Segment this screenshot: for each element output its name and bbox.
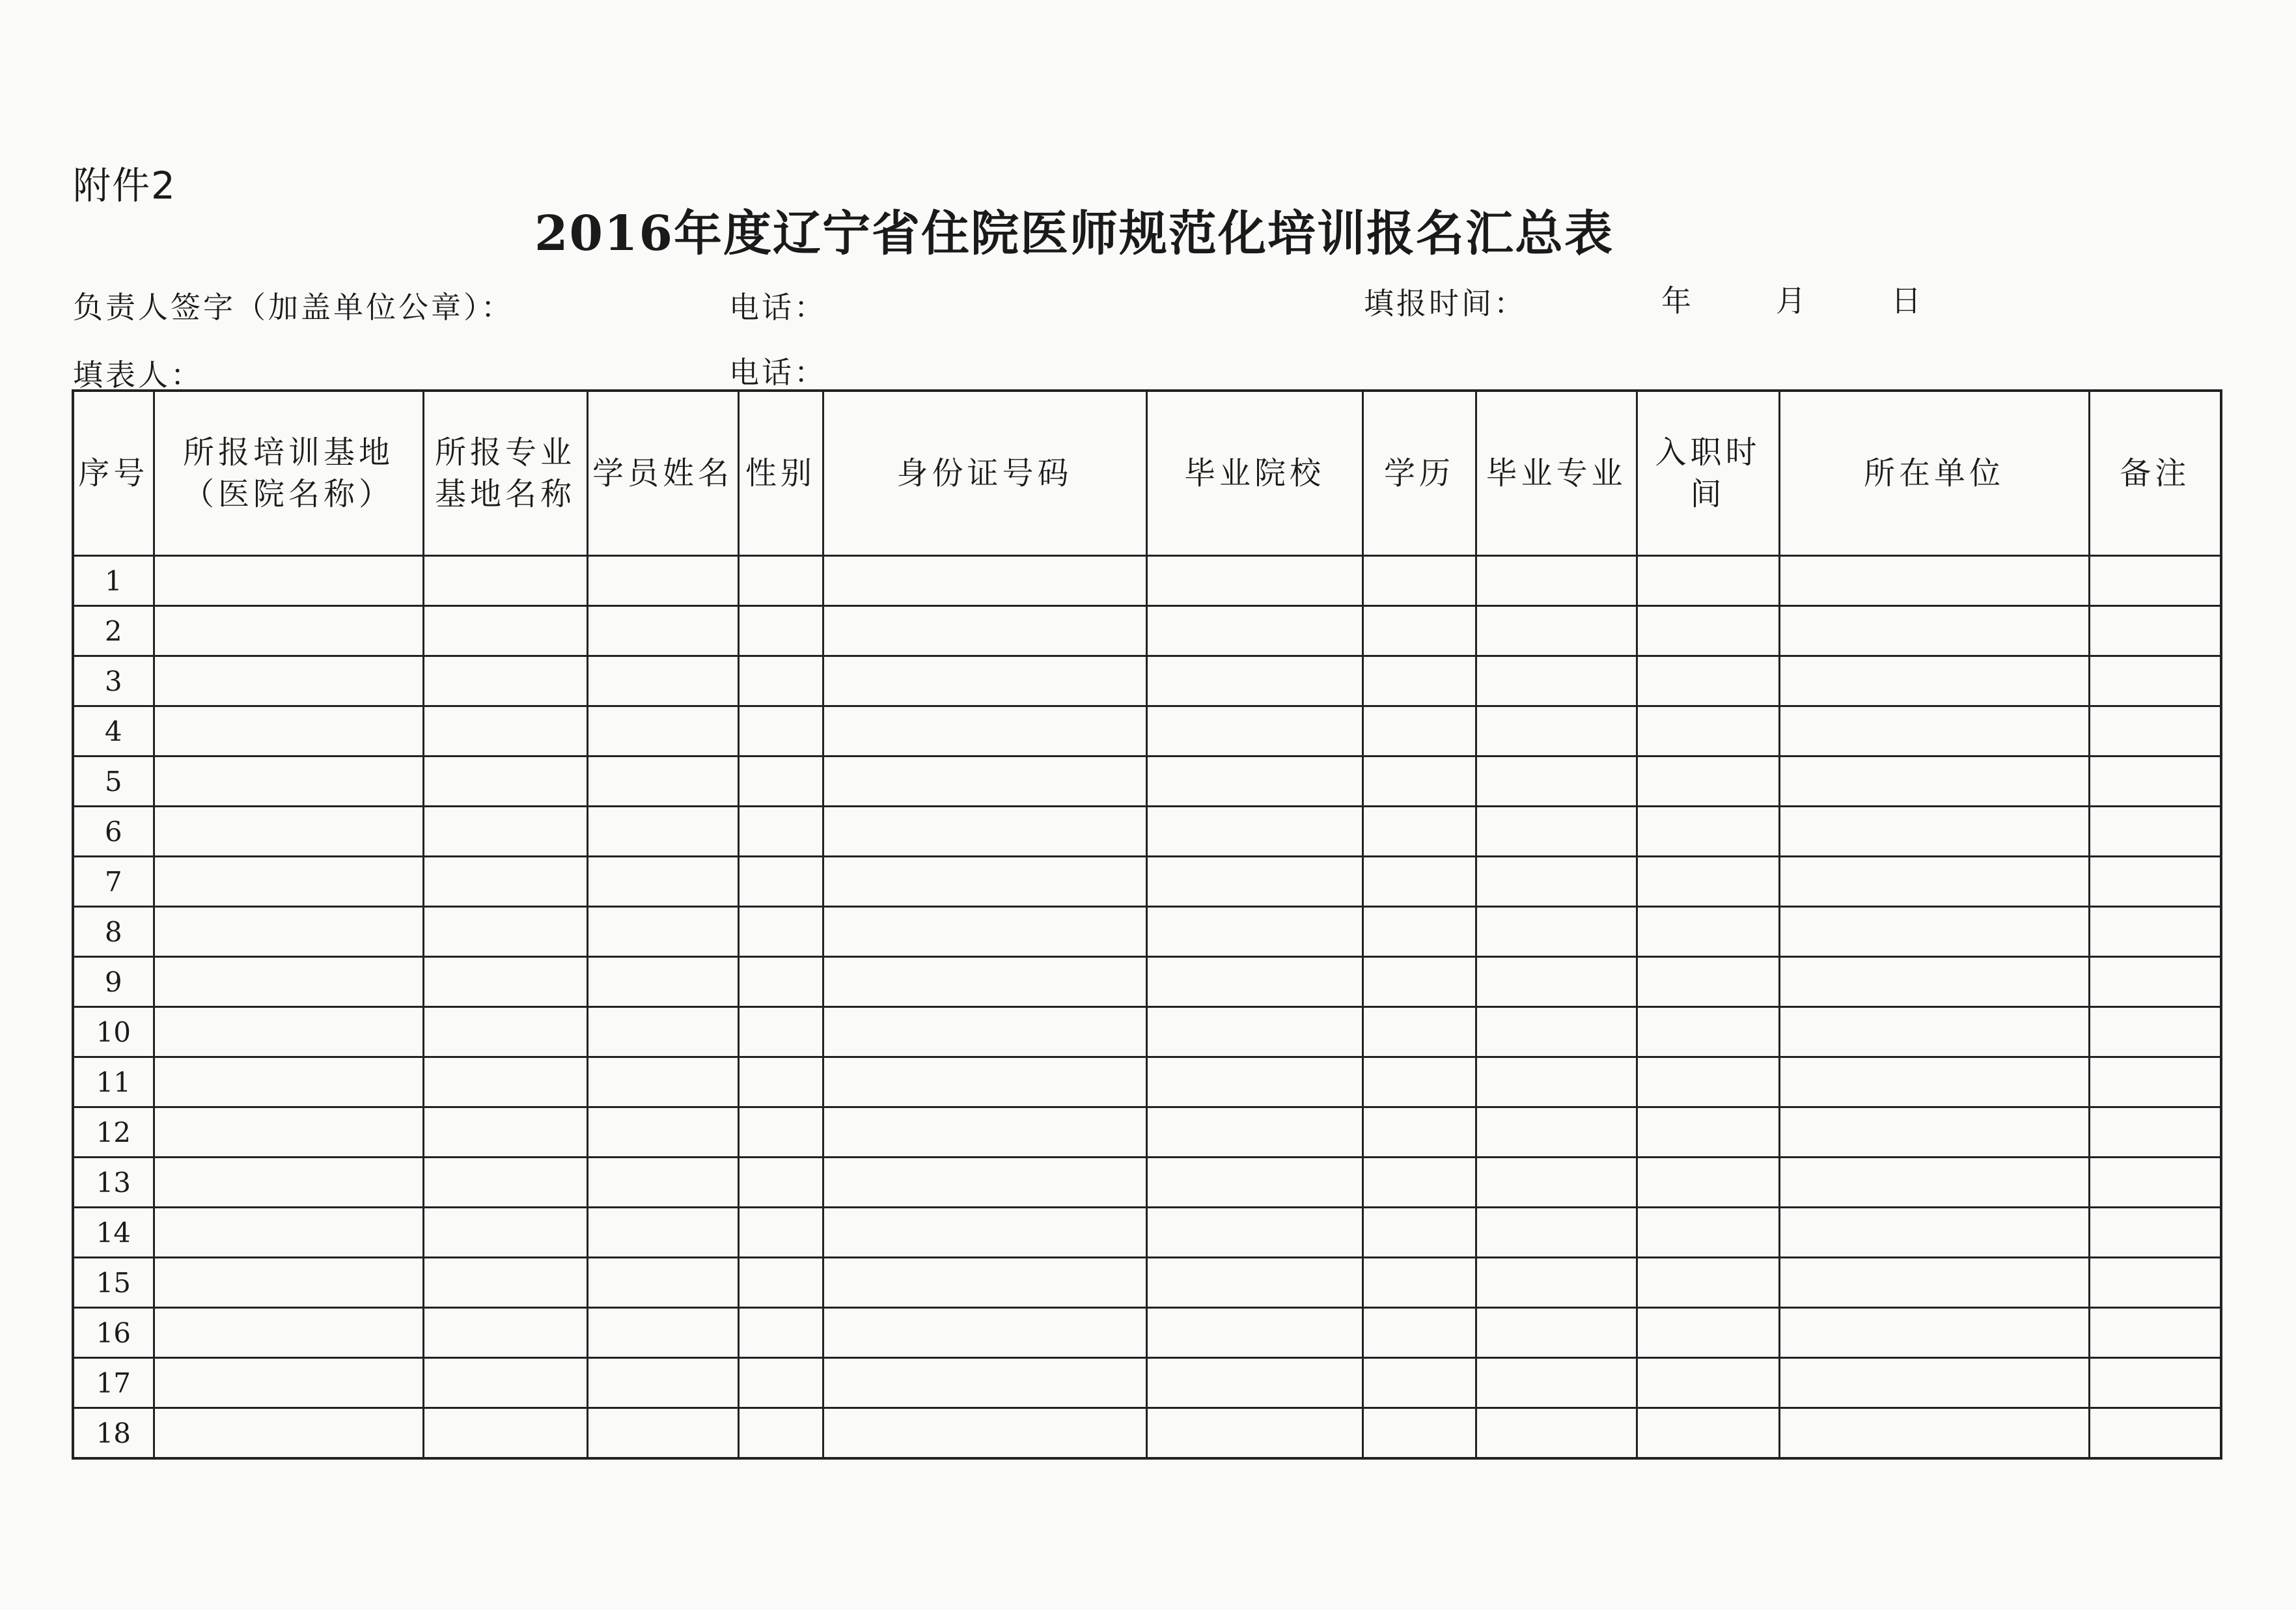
table-cell[interactable] [423,1408,587,1459]
table-row [73,1057,2221,1107]
table-cell[interactable] [1637,706,1779,756]
table-cell[interactable] [1146,1408,1362,1459]
row-number: 15 [73,1258,154,1308]
table-cell[interactable] [1779,706,2089,756]
table-cell[interactable] [823,907,1146,957]
table-row [73,1158,2221,1208]
table-cell[interactable] [738,1007,823,1057]
page-title: 2016年度辽宁省住院医师规范化培训报名汇总表 [534,206,1614,262]
table-cell[interactable] [587,1107,738,1158]
table-cell[interactable] [1476,556,1637,606]
table-cell[interactable] [1779,1208,2089,1258]
table-cell[interactable] [1476,606,1637,656]
table-cell[interactable] [738,1208,823,1258]
table-cell[interactable] [738,957,823,1007]
column-header-text: 备注 [2120,455,2191,492]
column-header-text: 所报培训基地 [182,434,394,471]
table-cell[interactable] [1779,1408,2089,1459]
table-cell[interactable] [423,706,587,756]
table-cell[interactable] [1362,957,1476,1007]
table-row [73,756,2221,807]
table-cell[interactable] [823,857,1146,907]
table-cell[interactable] [154,1358,423,1408]
table-cell[interactable] [587,1358,738,1408]
table-cell[interactable] [1476,1208,1637,1258]
table-row [73,807,2221,857]
table-row [73,1258,2221,1308]
table-cell[interactable] [1476,907,1637,957]
row-number: 12 [73,1107,154,1158]
table-cell[interactable] [423,1308,587,1358]
table-cell[interactable] [1476,1358,1637,1408]
table-cell[interactable] [823,807,1146,857]
table-cell[interactable] [587,706,738,756]
table-cell[interactable] [1146,1158,1362,1208]
table-cell[interactable] [1362,606,1476,656]
table-cell[interactable] [154,706,423,756]
table-cell[interactable] [423,1107,587,1158]
table-cell[interactable] [423,907,587,957]
table-cell[interactable] [423,1007,587,1057]
table-cell[interactable] [2089,556,2221,606]
table-cell[interactable] [823,1258,1146,1308]
table-cell[interactable] [1779,1107,2089,1158]
table-cell[interactable] [738,1358,823,1408]
table-cell[interactable] [1779,556,2089,606]
table-cell[interactable] [2089,1258,2221,1308]
row-number: 17 [73,1358,154,1408]
table-cell[interactable] [738,556,823,606]
table-cell[interactable] [1637,1107,1779,1158]
table-cell[interactable] [154,1258,423,1308]
table-cell[interactable] [2089,656,2221,706]
table-row [73,1358,2221,1408]
table-cell[interactable] [1779,606,2089,656]
table-cell[interactable] [2089,606,2221,656]
table-row [73,1308,2221,1358]
table-cell[interactable] [1637,807,1779,857]
table-cell[interactable] [1476,756,1637,807]
table-cell[interactable] [1779,957,2089,1007]
table-cell[interactable] [823,1057,1146,1107]
table-cell[interactable] [423,1258,587,1308]
table-cell[interactable] [823,1408,1146,1459]
table-cell[interactable] [2089,1007,2221,1057]
table-cell[interactable] [154,756,423,807]
table-cell[interactable] [1476,1007,1637,1057]
table-cell[interactable] [738,1057,823,1107]
table-cell[interactable] [1476,1158,1637,1208]
table-cell[interactable] [738,756,823,807]
table-cell[interactable] [154,857,423,907]
table-cell[interactable] [154,807,423,857]
table-cell[interactable] [1362,1007,1476,1057]
table-cell[interactable] [1637,957,1779,1007]
table-cell[interactable] [423,606,587,656]
table-row [73,857,2221,907]
table-cell[interactable] [738,857,823,907]
table-cell[interactable] [423,857,587,907]
column-header [738,391,823,556]
table-cell[interactable] [1637,1208,1779,1258]
table-cell[interactable] [823,706,1146,756]
table-cell[interactable] [423,957,587,1007]
column-header-text: 学员姓名 [592,455,733,492]
table-cell[interactable] [2089,1158,2221,1208]
row-number: 18 [73,1408,154,1459]
table-cell[interactable] [587,957,738,1007]
table-cell[interactable] [823,556,1146,606]
table-cell[interactable] [1779,1007,2089,1057]
table-cell[interactable] [154,1107,423,1158]
table-cell[interactable] [154,1057,423,1107]
table-cell[interactable] [1362,857,1476,907]
table-cell[interactable] [1779,1358,2089,1408]
table-cell[interactable] [1362,1057,1476,1107]
table-cell[interactable] [1146,1208,1362,1258]
table-cell[interactable] [1362,706,1476,756]
table-cell[interactable] [1476,1308,1637,1358]
column-header [1637,391,1779,556]
table-cell[interactable] [587,857,738,907]
table-cell[interactable] [154,1408,423,1459]
table-cell[interactable] [823,606,1146,656]
phone-label-2: 电话： [729,355,827,390]
row-number: 16 [73,1308,154,1358]
table-cell[interactable] [154,907,423,957]
table-cell[interactable] [1362,907,1476,957]
table-cell[interactable] [1779,807,2089,857]
table-cell[interactable] [1146,606,1362,656]
column-header [1779,391,2089,556]
table-cell[interactable] [423,1158,587,1208]
table-row [73,1107,2221,1158]
table-cell[interactable] [1146,1358,1362,1408]
table-cell[interactable] [1637,756,1779,807]
table-cell[interactable] [738,1258,823,1308]
table-row [73,1408,2221,1459]
table-cell[interactable] [1779,1057,2089,1107]
table-cell[interactable] [423,756,587,807]
table-cell[interactable] [587,807,738,857]
table-cell[interactable] [423,1358,587,1408]
month-label: 月 [1776,283,1806,318]
table-cell[interactable] [154,957,423,1007]
table-cell[interactable] [154,556,423,606]
table-cell[interactable] [1362,1358,1476,1408]
table-cell[interactable] [154,1007,423,1057]
table-cell[interactable] [1476,706,1637,756]
column-header [1362,391,1476,556]
table-cell[interactable] [423,1057,587,1107]
table-cell[interactable] [587,556,738,606]
row-number: 11 [73,1057,154,1107]
phone-label-1: 电话： [729,290,827,325]
table-row [73,957,2221,1007]
table-cell[interactable] [738,1408,823,1459]
table-cell[interactable] [738,1158,823,1208]
table-cell[interactable] [587,1208,738,1258]
table-cell[interactable] [1637,1408,1779,1459]
table-cell[interactable] [823,1007,1146,1057]
day-label: 日 [1891,283,1921,318]
table-row [73,1007,2221,1057]
table-cell[interactable] [1779,857,2089,907]
table-cell[interactable] [1146,656,1362,706]
column-header [1146,391,1362,556]
column-header [73,391,154,556]
table-cell[interactable] [738,706,823,756]
table-cell[interactable] [1362,807,1476,857]
row-number: 7 [73,857,154,907]
table-cell[interactable] [823,756,1146,807]
table-cell[interactable] [2089,1057,2221,1107]
column-header-text: 所报专业 [434,434,575,471]
table-cell[interactable] [1476,1107,1637,1158]
registration-summary-table [72,389,2222,1460]
table-cell[interactable] [2089,857,2221,907]
table-cell[interactable] [1637,1358,1779,1408]
table-cell[interactable] [823,656,1146,706]
column-header-text: 入职时 [1655,434,1761,471]
table-cell[interactable] [1779,1158,2089,1208]
table-cell[interactable] [1637,1308,1779,1358]
table-cell[interactable] [2089,907,2221,957]
table-cell[interactable] [1146,1007,1362,1057]
table-cell[interactable] [154,656,423,706]
table-cell[interactable] [1362,1158,1476,1208]
table-cell[interactable] [1637,556,1779,606]
table-cell[interactable] [823,1308,1146,1358]
row-number: 6 [73,807,154,857]
table-cell[interactable] [1476,857,1637,907]
table-cell[interactable] [1637,606,1779,656]
table-row [73,556,2221,606]
column-header-text: 基地名称 [434,476,575,512]
column-header-text: 学历 [1383,455,1454,492]
column-header [154,391,423,556]
table-cell[interactable] [1779,656,2089,706]
table-cell[interactable] [423,807,587,857]
table-cell[interactable] [2089,1208,2221,1258]
table-cell[interactable] [587,1308,738,1358]
table-body [73,556,2221,1459]
table-cell[interactable] [1146,556,1362,606]
table-cell[interactable] [738,907,823,957]
filler-label: 填表人： [73,357,203,393]
table-cell[interactable] [423,656,587,706]
row-number: 4 [73,706,154,756]
table-cell[interactable] [423,1208,587,1258]
table-cell[interactable] [823,957,1146,1007]
table-cell[interactable] [1476,1057,1637,1107]
table-cell[interactable] [1779,1258,2089,1308]
table-cell[interactable] [2089,1107,2221,1158]
table-header-row [73,391,2221,556]
fill-time-label: 填报时间： [1364,286,1527,321]
table-cell[interactable] [2089,807,2221,857]
table-cell[interactable] [1476,1258,1637,1308]
table-cell[interactable] [1637,1158,1779,1208]
table-cell[interactable] [738,606,823,656]
table-cell[interactable] [1362,1258,1476,1308]
column-header-text: 所在单位 [1863,455,2004,492]
row-number: 9 [73,957,154,1007]
table-cell[interactable] [1637,857,1779,907]
table-cell[interactable] [587,1258,738,1308]
row-number: 8 [73,907,154,957]
row-number: 2 [73,606,154,656]
table-cell[interactable] [2089,1358,2221,1408]
table-cell[interactable] [1779,756,2089,807]
column-header-text: 身份证号码 [896,455,1073,492]
table-cell[interactable] [587,1158,738,1208]
table-cell[interactable] [1476,656,1637,706]
table-cell[interactable] [587,656,738,706]
row-number: 5 [73,756,154,807]
table-cell[interactable] [1362,1308,1476,1358]
column-header [587,391,738,556]
table-cell[interactable] [1476,1408,1637,1459]
table-cell[interactable] [154,1158,423,1208]
table-cell[interactable] [2089,1308,2221,1358]
table-cell[interactable] [1146,857,1362,907]
row-number: 1 [73,556,154,606]
table-row [73,606,2221,656]
table-cell[interactable] [587,907,738,957]
table-cell[interactable] [1146,1258,1362,1308]
table-cell[interactable] [1779,1308,2089,1358]
column-header-text: 毕业专业 [1486,455,1627,492]
column-header [423,391,587,556]
year-label: 年 [1661,283,1691,318]
table-cell[interactable] [1362,1107,1476,1158]
table-cell[interactable] [587,1408,738,1459]
table-cell[interactable] [2089,1408,2221,1459]
table-cell[interactable] [1637,1007,1779,1057]
column-header-text: （医院名称） [182,476,394,512]
table-cell[interactable] [738,656,823,706]
table-cell[interactable] [1146,1057,1362,1107]
table-cell[interactable] [1146,706,1362,756]
row-number: 10 [73,1007,154,1057]
table-cell[interactable] [1146,756,1362,807]
table-cell[interactable] [823,1107,1146,1158]
table-row [73,907,2221,957]
table-cell[interactable] [587,756,738,807]
row-number: 13 [73,1158,154,1208]
table-row [73,1208,2221,1258]
attachment-label: 附件2 [73,163,176,208]
table-cell[interactable] [154,606,423,656]
table-cell[interactable] [1637,907,1779,957]
column-header-text: 毕业院校 [1183,455,1325,492]
table-cell[interactable] [423,556,587,606]
table-cell[interactable] [823,1208,1146,1258]
table-cell[interactable] [2089,756,2221,807]
table-cell[interactable] [738,1107,823,1158]
table-cell[interactable] [738,1308,823,1358]
table-row [73,706,2221,756]
row-number: 14 [73,1208,154,1258]
column-header-text: 序号 [78,455,149,492]
table-cell[interactable] [1637,656,1779,706]
column-header-text: 间 [1690,476,1726,512]
table-cell[interactable] [1476,957,1637,1007]
table-cell[interactable] [1362,656,1476,706]
table-cell[interactable] [154,1208,423,1258]
table-row [73,656,2221,706]
column-header [2089,391,2221,556]
column-header [1476,391,1637,556]
table-cell[interactable] [587,1007,738,1057]
table-cell[interactable] [1146,807,1362,857]
table-cell[interactable] [823,1358,1146,1408]
table-cell[interactable] [1146,907,1362,957]
table-cell[interactable] [2089,957,2221,1007]
table-cell[interactable] [1476,807,1637,857]
table-cell[interactable] [1362,1208,1476,1258]
supervisor-signature-label: 负责人签字（加盖单位公章）： [73,290,514,325]
table-cell[interactable] [1362,756,1476,807]
table-cell[interactable] [1779,907,2089,957]
table-cell[interactable] [1637,1057,1779,1107]
table-cell[interactable] [823,1158,1146,1208]
table-cell[interactable] [154,1308,423,1358]
table-cell[interactable] [1637,1258,1779,1308]
table-cell[interactable] [587,1057,738,1107]
table-cell[interactable] [1362,1408,1476,1459]
table-cell[interactable] [1146,1107,1362,1158]
table-cell[interactable] [2089,706,2221,756]
row-number: 3 [73,656,154,706]
table-cell[interactable] [738,807,823,857]
table-cell[interactable] [1362,556,1476,606]
column-header [823,391,1146,556]
column-header-text: 性别 [745,455,816,492]
table-cell[interactable] [587,606,738,656]
table-cell[interactable] [1146,957,1362,1007]
table-cell[interactable] [1146,1308,1362,1358]
